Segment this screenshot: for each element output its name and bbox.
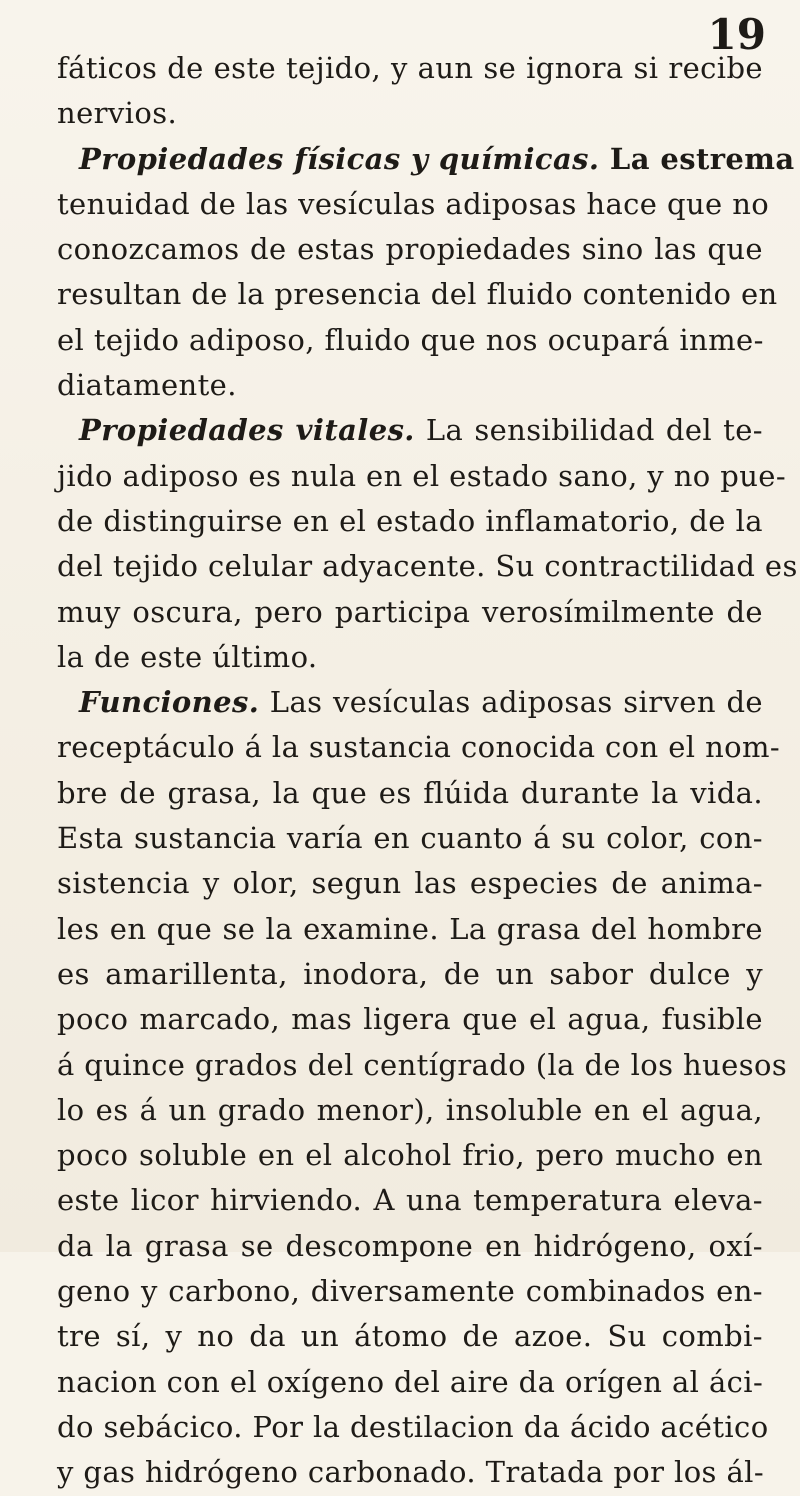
text-line (57, 861, 763, 906)
line-text: de distinguirse en el estado inflamatorio, de la (57, 503, 763, 538)
text-line (57, 272, 778, 317)
line-text: Las vesículas adiposas sirven de (259, 685, 763, 720)
line-text: La sensibilidad del te- (414, 413, 763, 448)
text-line (57, 454, 787, 499)
text-line (57, 680, 763, 725)
text-line (57, 1450, 763, 1495)
line-text: poco soluble en el alcohol frio, pero mucho en (57, 1138, 763, 1173)
text-line (57, 318, 763, 363)
section-heading: Propiedades vitales. (79, 413, 415, 448)
text-line (57, 91, 763, 136)
section-heading: Funciones. (79, 685, 260, 720)
text-line (57, 635, 763, 680)
line-text: y gas hidrógeno carbonado. Tratada por los ál- (57, 1455, 765, 1490)
text-line (57, 771, 763, 816)
line-text: del tejido celular adyacente. Su contractilidad es (57, 549, 798, 584)
text-line (57, 182, 770, 227)
line-text: do sebácico. Por la destilacion da ácido acético (57, 1409, 769, 1444)
line-text: geno y carbono, diversamente combinados en- (57, 1274, 763, 1309)
line-text: diatamente. (57, 368, 237, 403)
text-line (57, 1224, 763, 1269)
line-text: da la grasa se descompone en hidrógeno, oxí- (57, 1228, 763, 1263)
line-text: lo es á un grado menor), insoluble en el agua, (57, 1092, 763, 1127)
line-text: conozcamos de estas propiedades sino las que (57, 232, 763, 267)
line-text: nervios. (57, 96, 178, 131)
line-text: les en que se la examine. La grasa del hombre (57, 911, 763, 946)
body-text (57, 46, 798, 1496)
line-text: nacion con el oxígeno del aire da orígen al áci- (57, 1364, 764, 1399)
text-line (57, 408, 763, 453)
line-text: La estrema (599, 141, 795, 176)
line-text: fáticos de este tejido, y aun se ignora si recibe (57, 51, 763, 85)
text-line (57, 907, 763, 952)
text-line (57, 363, 763, 408)
line-text: es amarillenta, inodora, de un sabor dulce y (57, 956, 763, 991)
text-line (57, 1133, 763, 1178)
section-heading: Propiedades físicas y químicas. (79, 141, 600, 176)
text-line (57, 1360, 763, 1405)
text-line (57, 1314, 763, 1359)
text-line (57, 46, 763, 91)
text-line (57, 544, 798, 589)
line-text: la de este último. (57, 639, 318, 674)
line-text: á quince grados del centígrado (la de los huesos (57, 1047, 788, 1082)
page-number: 19 (707, 10, 766, 59)
text-line (57, 137, 795, 182)
text-line (57, 816, 763, 861)
line-text: resultan de la presencia del fluido contenido en (57, 277, 778, 312)
line-text: receptáculo á la sustancia conocida con el nom- (57, 730, 781, 765)
line-text: sistencia y olor, segun las especies de anima- (57, 866, 763, 901)
text-line (57, 1088, 763, 1133)
line-text: bre de grasa, la que es flúida durante la vida. (57, 775, 763, 810)
text-line (57, 499, 763, 544)
text-line (57, 590, 763, 635)
text-line (57, 997, 763, 1042)
text-line (57, 227, 763, 272)
line-text: este licor hirviendo. A una temperatura eleva- (57, 1183, 763, 1218)
line-text: tre sí, y no da un átomo de azoe. Su combi- (57, 1319, 763, 1354)
line-text: poco marcado, mas ligera que el agua, fusible (57, 1002, 763, 1037)
text-line (57, 725, 781, 770)
text-line (57, 1178, 763, 1223)
text-line (57, 952, 763, 997)
text-line (57, 1405, 769, 1450)
line-text: jido adiposo es nula en el estado sano, y no pue- (57, 458, 787, 493)
text-line (57, 1043, 788, 1088)
line-text: tenuidad de las vesículas adiposas hace que no (57, 186, 770, 221)
line-text: Esta sustancia varía en cuanto á su color, con- (57, 821, 763, 856)
line-text: el tejido adiposo, fluido que nos ocupará inme- (57, 322, 764, 357)
line-text: muy oscura, pero participa verosímilmente de (57, 594, 763, 629)
text-line (57, 1269, 763, 1314)
